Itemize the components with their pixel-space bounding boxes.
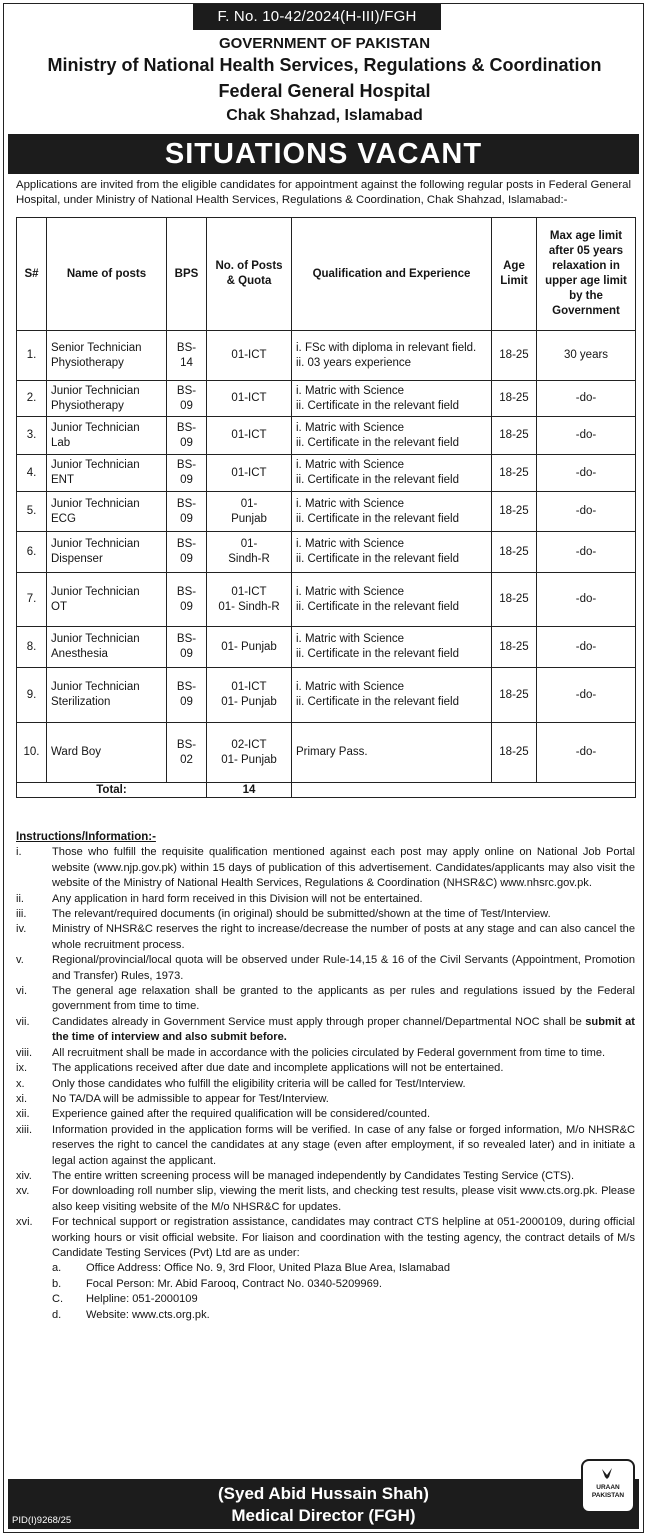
posts-table (16, 217, 636, 798)
table-row (17, 381, 636, 417)
cell-bps (167, 627, 207, 668)
instruction-item (16, 1092, 635, 1107)
instruction-text-block (52, 1061, 635, 1076)
cell-qualification (292, 381, 492, 417)
table-header-row (17, 218, 636, 331)
cell-bps (167, 381, 207, 417)
header-sn: S# (17, 218, 47, 331)
instruction-text: Information provided in the application forms will be verified. In case of any false or forged information, M/o NHSR&C reserves the right to cancel the candidates at any stage (even after employment, if so revealed later) and in initiate a legal action against the applicant. (52, 1123, 635, 1167)
cell-quota (207, 668, 292, 723)
instruction-item (16, 845, 635, 891)
cell-qualification (292, 627, 492, 668)
instruction-text: Only those candidates who fulfill the eligibility criteria will be called for Test/Interview. (52, 1077, 466, 1090)
instruction-number: v. (16, 954, 24, 967)
cell-qualification (292, 532, 492, 573)
uraan-pakistan-logo-icon (600, 1466, 614, 1480)
cell-post-name (47, 381, 167, 417)
qualification-line-2: ii. Certificate in the relevant field (296, 512, 459, 525)
instruction-number: viii. (16, 1046, 33, 1059)
age-limit-value: 18-25 (499, 688, 529, 701)
signatory-name: (Syed Abid Hussain Shah) (218, 1484, 429, 1503)
cell-age-limit (492, 492, 537, 532)
table-row (17, 627, 636, 668)
post-name-line-1: Junior Technician (51, 585, 140, 598)
cell-sn (17, 417, 47, 455)
cell-max-age (537, 455, 636, 492)
qualification-line-2: ii. Certificate in the relevant field (296, 648, 459, 660)
max-age-value: -do- (575, 429, 597, 441)
instruction-number: ii. (16, 892, 25, 905)
instruction-number: iv. (16, 923, 27, 936)
instruction-number: x. (16, 1077, 25, 1090)
sub-item-letter: C. (52, 1293, 64, 1306)
total-row (17, 783, 636, 798)
instruction-text: The relevant/required documents (in original) should be submitted/shown at the time of Test/Interview. (52, 908, 551, 921)
serial-number: 9. (26, 688, 37, 701)
qualification-line-2: ii. Certificate in the relevant field (296, 474, 459, 486)
quota-line-2: 01- Punjab (221, 696, 277, 708)
instruction-item (16, 907, 635, 922)
qualification-line-1: i. Matric with Science (296, 633, 405, 645)
qualification-line-2: ii. 03 years experience (296, 356, 412, 369)
quota-line-1: 01-ICT (231, 349, 267, 361)
instruction-text-block (52, 1169, 635, 1184)
instruction-text-block (52, 984, 635, 1015)
cell-quota (207, 532, 292, 573)
qualification-line-1: i. Matric with Science (296, 459, 405, 471)
instruction-number: vii. (16, 1015, 30, 1028)
instruction-number: vi. (16, 985, 28, 998)
instruction-item (16, 1123, 635, 1169)
quota-line-2: 01- Sindh-R (218, 600, 280, 613)
cell-bps (167, 723, 207, 783)
cell-age-limit (492, 331, 537, 381)
cell-age-limit (492, 723, 537, 783)
instruction-text: Any application in hard form received in this Division will not be entertained. (52, 892, 423, 905)
age-limit-value: 18-25 (499, 545, 529, 558)
table-row (17, 668, 636, 723)
post-name-line-1: Senior Technician (51, 341, 142, 354)
bps-value: BS-09 (176, 497, 197, 525)
instruction-number: xi. (16, 1092, 28, 1105)
instruction-number: i. (16, 846, 22, 859)
sub-item-text: Focal Person: Mr. Abid Farooq, Contract No. 0340-5209969. (86, 1277, 382, 1290)
quota-line-1: 01- Punjab (221, 640, 277, 653)
cell-qualification (292, 668, 492, 723)
uraan-pakistan-logo (581, 1459, 635, 1513)
serial-number: 1. (26, 349, 37, 361)
instruction-text: Those who fulfill the requisite qualification mentioned against each post may apply online on National Job Portal website (www.njp.gov.pk) within 15 days of publication of this advertisement. Candidates/applicants may also visit the website of the Ministry of National Health Services, Regulations & Coordination (NHSR&C) www.nhsrc.gov.pk. (52, 846, 635, 890)
contact-sub-item (52, 1308, 635, 1323)
cell-bps (167, 492, 207, 532)
instruction-text-block (52, 1015, 635, 1046)
cell-bps (167, 455, 207, 492)
quota-line-2: 01- Punjab (221, 753, 277, 766)
cell-qualification (292, 723, 492, 783)
logo-line-1: URAAN (596, 1484, 620, 1491)
instruction-item (16, 1015, 635, 1046)
cell-sn (17, 381, 47, 417)
instruction-item (16, 1184, 635, 1215)
instruction-text-block (52, 1077, 635, 1092)
serial-number: 10. (23, 746, 40, 758)
qualification-line-2: ii. Certificate in the relevant field (296, 696, 459, 708)
instruction-number: xvi. (16, 1216, 33, 1229)
cell-age-limit (492, 532, 537, 573)
quota-line-1: 01-ICT (231, 466, 267, 479)
cell-max-age (537, 331, 636, 381)
quota-line-1: 01- (240, 497, 258, 510)
bps-value: BS-09 (176, 384, 197, 412)
max-age-value: -do- (575, 466, 597, 479)
age-limit-value: 18-25 (499, 392, 529, 404)
bps-value: BS-09 (176, 585, 197, 613)
cell-max-age (537, 573, 636, 627)
post-name-line-1: Junior Technician (51, 681, 140, 693)
qualification-line-1: i. Matric with Science (296, 681, 405, 693)
instruction-text-block (52, 1107, 635, 1122)
instruction-text: All recruitment shall be made in accordance with the policies circulated by Federal government from time to time. (52, 1046, 606, 1059)
cell-age-limit (492, 627, 537, 668)
instruction-text: Experience gained after the required qualification will be considered/counted. (52, 1108, 431, 1121)
post-name-line-2: OT (51, 600, 67, 613)
instruction-text: Regional/provincial/local quota will be observed under Rule-14,15 & 16 of the Civil Servants (Appointment, Promotion and Transfer) Rules, 1973. (52, 954, 635, 982)
cell-quota (207, 723, 292, 783)
instruction-number: xiii. (16, 1123, 33, 1136)
logo-line-2: PAKISTAN (591, 1492, 625, 1499)
qualification-line-1: i. Matric with Science (296, 421, 405, 434)
cell-qualification (292, 417, 492, 455)
cell-age-limit (492, 455, 537, 492)
instruction-item (16, 922, 635, 953)
qualification-line-1: i. Matric with Science (296, 538, 405, 550)
sub-item-text: Helpline: 051-2000109 (86, 1293, 198, 1306)
instruction-text-block (52, 1123, 635, 1169)
qualification-line-1: i. Matric with Science (296, 497, 405, 510)
government-heading: GOVERNMENT OF PAKISTAN (218, 35, 431, 52)
age-limit-value: 18-25 (499, 349, 529, 361)
serial-number: 8. (26, 640, 37, 653)
cell-max-age (537, 492, 636, 532)
qualification-line-2: ii. Certificate in the relevant field (296, 399, 459, 412)
cell-sn (17, 723, 47, 783)
quota-line-1: 01-ICT (231, 585, 267, 598)
max-age-value: -do- (575, 746, 597, 758)
quota-line-1: 01-ICT (231, 429, 267, 441)
cell-post-name (47, 331, 167, 381)
qualification-line-2: ii. Certificate in the relevant field (296, 553, 459, 565)
cell-age-limit (492, 668, 537, 723)
instructions-heading: Instructions/Information:- (16, 831, 156, 843)
sub-item-letter: b. (52, 1277, 62, 1290)
header-bps: BPS (167, 218, 207, 331)
signatory-designation: Medical Director (FGH) (231, 1506, 416, 1525)
instruction-item (16, 1077, 635, 1092)
serial-number: 7. (26, 593, 37, 605)
instructions-section (16, 830, 635, 1323)
serial-number: 6. (26, 545, 37, 558)
table-row (17, 532, 636, 573)
cell-sn (17, 492, 47, 532)
qualification-line-1: i. FSc with diploma in relevant field. (296, 341, 477, 354)
header-max-age: Max age limit after 05 years relaxation in upper age limit by the Government (537, 218, 636, 331)
qualification-line-1: Primary Pass. (296, 746, 368, 758)
cell-max-age (537, 668, 636, 723)
cell-qualification (292, 455, 492, 492)
instruction-text-block (52, 845, 635, 891)
cell-post-name (47, 455, 167, 492)
header-age-limit: Age Limit (492, 218, 537, 331)
cell-age-limit (492, 573, 537, 627)
age-limit-value: 18-25 (499, 466, 529, 479)
table-row (17, 455, 636, 492)
quota-line-1: 01- (240, 538, 258, 550)
instruction-text-block (52, 1215, 635, 1261)
total-empty (292, 783, 636, 798)
post-name-line-2: Anesthesia (51, 648, 108, 660)
instruction-item (16, 984, 635, 1015)
cell-quota (207, 573, 292, 627)
qualification-line-2: ii. Certificate in the relevant field (296, 436, 459, 449)
instruction-text: For downloading roll number slip, viewing the merit lists, and checking test results, please visit www.cts.org.pk. Please also keep visiting website of the M/o NHSR&C for updates. (52, 1185, 635, 1213)
post-name-line-2: Dispenser (51, 553, 103, 565)
total-value: 14 (207, 783, 292, 798)
bps-value: BS-02 (176, 738, 197, 766)
post-name-line-1: Junior Technician (51, 459, 140, 471)
post-name-line-1: Ward Boy (51, 746, 102, 758)
instruction-text-block (52, 953, 635, 984)
age-limit-value: 18-25 (499, 429, 529, 441)
cell-bps (167, 532, 207, 573)
max-age-value: -do- (575, 688, 597, 701)
footer-bar (8, 1479, 639, 1529)
table-row (17, 723, 636, 783)
table-row (17, 417, 636, 455)
age-limit-value: 18-25 (499, 640, 529, 653)
post-name-line-2: Sterilization (51, 696, 111, 708)
cell-sn (17, 532, 47, 573)
cell-age-limit (492, 417, 537, 455)
instruction-text-block (52, 922, 635, 953)
instruction-text-block (52, 892, 635, 907)
instruction-item (16, 1215, 635, 1261)
instruction-item (16, 1046, 635, 1061)
instruction-number: xii. (16, 1108, 30, 1121)
instruction-number: ix. (16, 1062, 28, 1075)
cell-age-limit (492, 381, 537, 417)
contact-sub-item (52, 1261, 635, 1276)
instruction-number: xiv. (16, 1169, 32, 1182)
total-label: Total: (17, 783, 207, 798)
cell-sn (17, 627, 47, 668)
cell-post-name (47, 723, 167, 783)
table-row (17, 331, 636, 381)
header-posts-quota: No. of Posts & Quota (207, 218, 292, 331)
post-name-line-2: ECG (51, 512, 76, 525)
post-name-line-2: Physiotherapy (51, 399, 124, 412)
instruction-text: The general age relaxation shall be granted to the applicants as per rules and regulations issued by the Federal government from time to time. (52, 985, 635, 1013)
quota-line-2: Punjab (231, 512, 267, 525)
cell-quota (207, 381, 292, 417)
table-row (17, 573, 636, 627)
instruction-text: No TA/DA will be admissible to appear for Test/Interview. (52, 1092, 329, 1105)
cell-post-name (47, 573, 167, 627)
post-name-line-2: Physiotherapy (51, 356, 124, 369)
cell-bps (167, 417, 207, 455)
cell-max-age (537, 627, 636, 668)
bps-value: BS-09 (176, 633, 197, 660)
instruction-number: iii. (16, 908, 27, 921)
cell-max-age (537, 723, 636, 783)
instruction-text-block (52, 1184, 635, 1215)
post-name-line-1: Junior Technician (51, 497, 140, 510)
sub-item-text: Website: www.cts.org.pk. (86, 1308, 210, 1321)
cell-bps (167, 668, 207, 723)
bps-value: BS-09 (176, 421, 197, 449)
sub-item-letter: a. (52, 1262, 62, 1275)
cell-post-name (47, 492, 167, 532)
cell-qualification (292, 492, 492, 532)
serial-number: 2. (26, 392, 37, 404)
instruction-item (16, 1061, 635, 1076)
max-age-value: -do- (575, 593, 597, 605)
instruction-text: The entire written screening process will be managed independently by Candidates Testing Service (CTS). (52, 1169, 575, 1182)
quota-line-1: 01-ICT (231, 681, 267, 693)
post-name-line-2: Lab (51, 436, 71, 449)
post-name-line-1: Junior Technician (51, 421, 140, 434)
instruction-text: Ministry of NHSR&C reserves the right to increase/decrease the number of posts at any stage and can also cancel the whole recruitment process. (52, 923, 635, 951)
table-row (17, 492, 636, 532)
cell-post-name (47, 417, 167, 455)
situations-vacant-banner: SITUATIONS VACANT (8, 134, 639, 174)
cell-qualification (292, 331, 492, 381)
contact-sub-item (52, 1277, 635, 1292)
instruction-item (16, 1107, 635, 1122)
cell-qualification (292, 573, 492, 627)
quota-line-1: 02-ICT (231, 738, 267, 751)
max-age-value: -do- (575, 392, 597, 404)
cell-max-age (537, 381, 636, 417)
bps-value: BS-14 (176, 341, 197, 369)
cell-sn (17, 331, 47, 381)
post-name-line-2: ENT (51, 474, 74, 486)
pid-number: PID(I)9268/25 (12, 1515, 72, 1526)
cell-quota (207, 627, 292, 668)
instruction-text: The applications received after due date and incomplete applications will not be entertained. (52, 1062, 504, 1075)
contact-sub-item (52, 1292, 635, 1307)
post-name-line-1: Junior Technician (51, 538, 140, 550)
quota-line-1: 01-ICT (231, 392, 267, 404)
max-age-value: -do- (575, 545, 597, 558)
qualification-line-1: i. Matric with Science (296, 384, 405, 397)
cell-post-name (47, 668, 167, 723)
instruction-text-block (52, 907, 635, 922)
cell-max-age (537, 417, 636, 455)
quota-line-2: Sindh-R (228, 553, 270, 565)
cell-bps (167, 573, 207, 627)
hospital-heading: Federal General Hospital (218, 81, 431, 101)
max-age-value: 30 years (563, 349, 609, 361)
cell-quota (207, 455, 292, 492)
bps-value: BS-09 (176, 681, 197, 708)
header-name: Name of posts (47, 218, 167, 331)
cell-post-name (47, 627, 167, 668)
qualification-line-1: i. Matric with Science (296, 585, 405, 598)
age-limit-value: 18-25 (499, 505, 529, 517)
age-limit-value: 18-25 (499, 746, 529, 758)
cell-sn (17, 573, 47, 627)
age-limit-value: 18-25 (499, 593, 529, 605)
intro-paragraph: Applications are invited from the eligible candidates for appointment against the following regular posts in Federal General Hospital, under Ministry of National Health Services, Regulations & Coordination, Chak Shahzad, Islamabad:- (16, 179, 631, 206)
instruction-item (16, 953, 635, 984)
instruction-text: Candidates already in Government Service must apply through proper channel/Departmental NOC shall be (52, 1015, 586, 1028)
advertisement-page (3, 3, 644, 1533)
file-number: F. No. 10-42/2024(H-III)/FGH (193, 4, 441, 30)
max-age-value: -do- (575, 640, 597, 653)
serial-number: 5. (26, 505, 37, 517)
cell-max-age (537, 532, 636, 573)
post-name-line-1: Junior Technician (51, 633, 140, 645)
qualification-line-2: ii. Certificate in the relevant field (296, 600, 459, 613)
header-qualification: Qualification and Experience (292, 218, 492, 331)
cell-post-name (47, 532, 167, 573)
instruction-number: xv. (16, 1185, 30, 1198)
post-name-line-1: Junior Technician (51, 384, 140, 397)
instruction-bold-text: submit at the time of interview and also submit before. (52, 1015, 635, 1044)
instruction-text-block (52, 1092, 635, 1107)
sub-item-letter: d. (52, 1308, 62, 1321)
cell-quota (207, 331, 292, 381)
instruction-text: For technical support or registration assistance, candidates may contract CTS helpline at 051-2000109, during official working hours or visit official website. For liaison and coordination with the testing agency, the contract details of M/s Candidate Testing Services (Pvt) Ltd are as under: (52, 1216, 635, 1259)
cell-bps (167, 331, 207, 381)
bps-value: BS-09 (176, 538, 197, 565)
ministry-heading: Ministry of National Health Services, Regulations & Coordination (47, 55, 602, 75)
instruction-item (16, 1169, 635, 1184)
instruction-text-block (52, 1046, 635, 1061)
location-heading: Chak Shahzad, Islamabad (226, 107, 423, 124)
cell-sn (17, 668, 47, 723)
serial-number: 3. (26, 429, 37, 441)
instruction-item (16, 892, 635, 907)
serial-number: 4. (26, 466, 37, 479)
cell-sn (17, 455, 47, 492)
sub-item-text: Office Address: Office No. 9, 3rd Floor, United Plaza Blue Area, Islamabad (86, 1262, 451, 1275)
cell-quota (207, 417, 292, 455)
cell-quota (207, 492, 292, 532)
max-age-value: -do- (575, 505, 597, 517)
bps-value: BS-09 (176, 459, 197, 486)
